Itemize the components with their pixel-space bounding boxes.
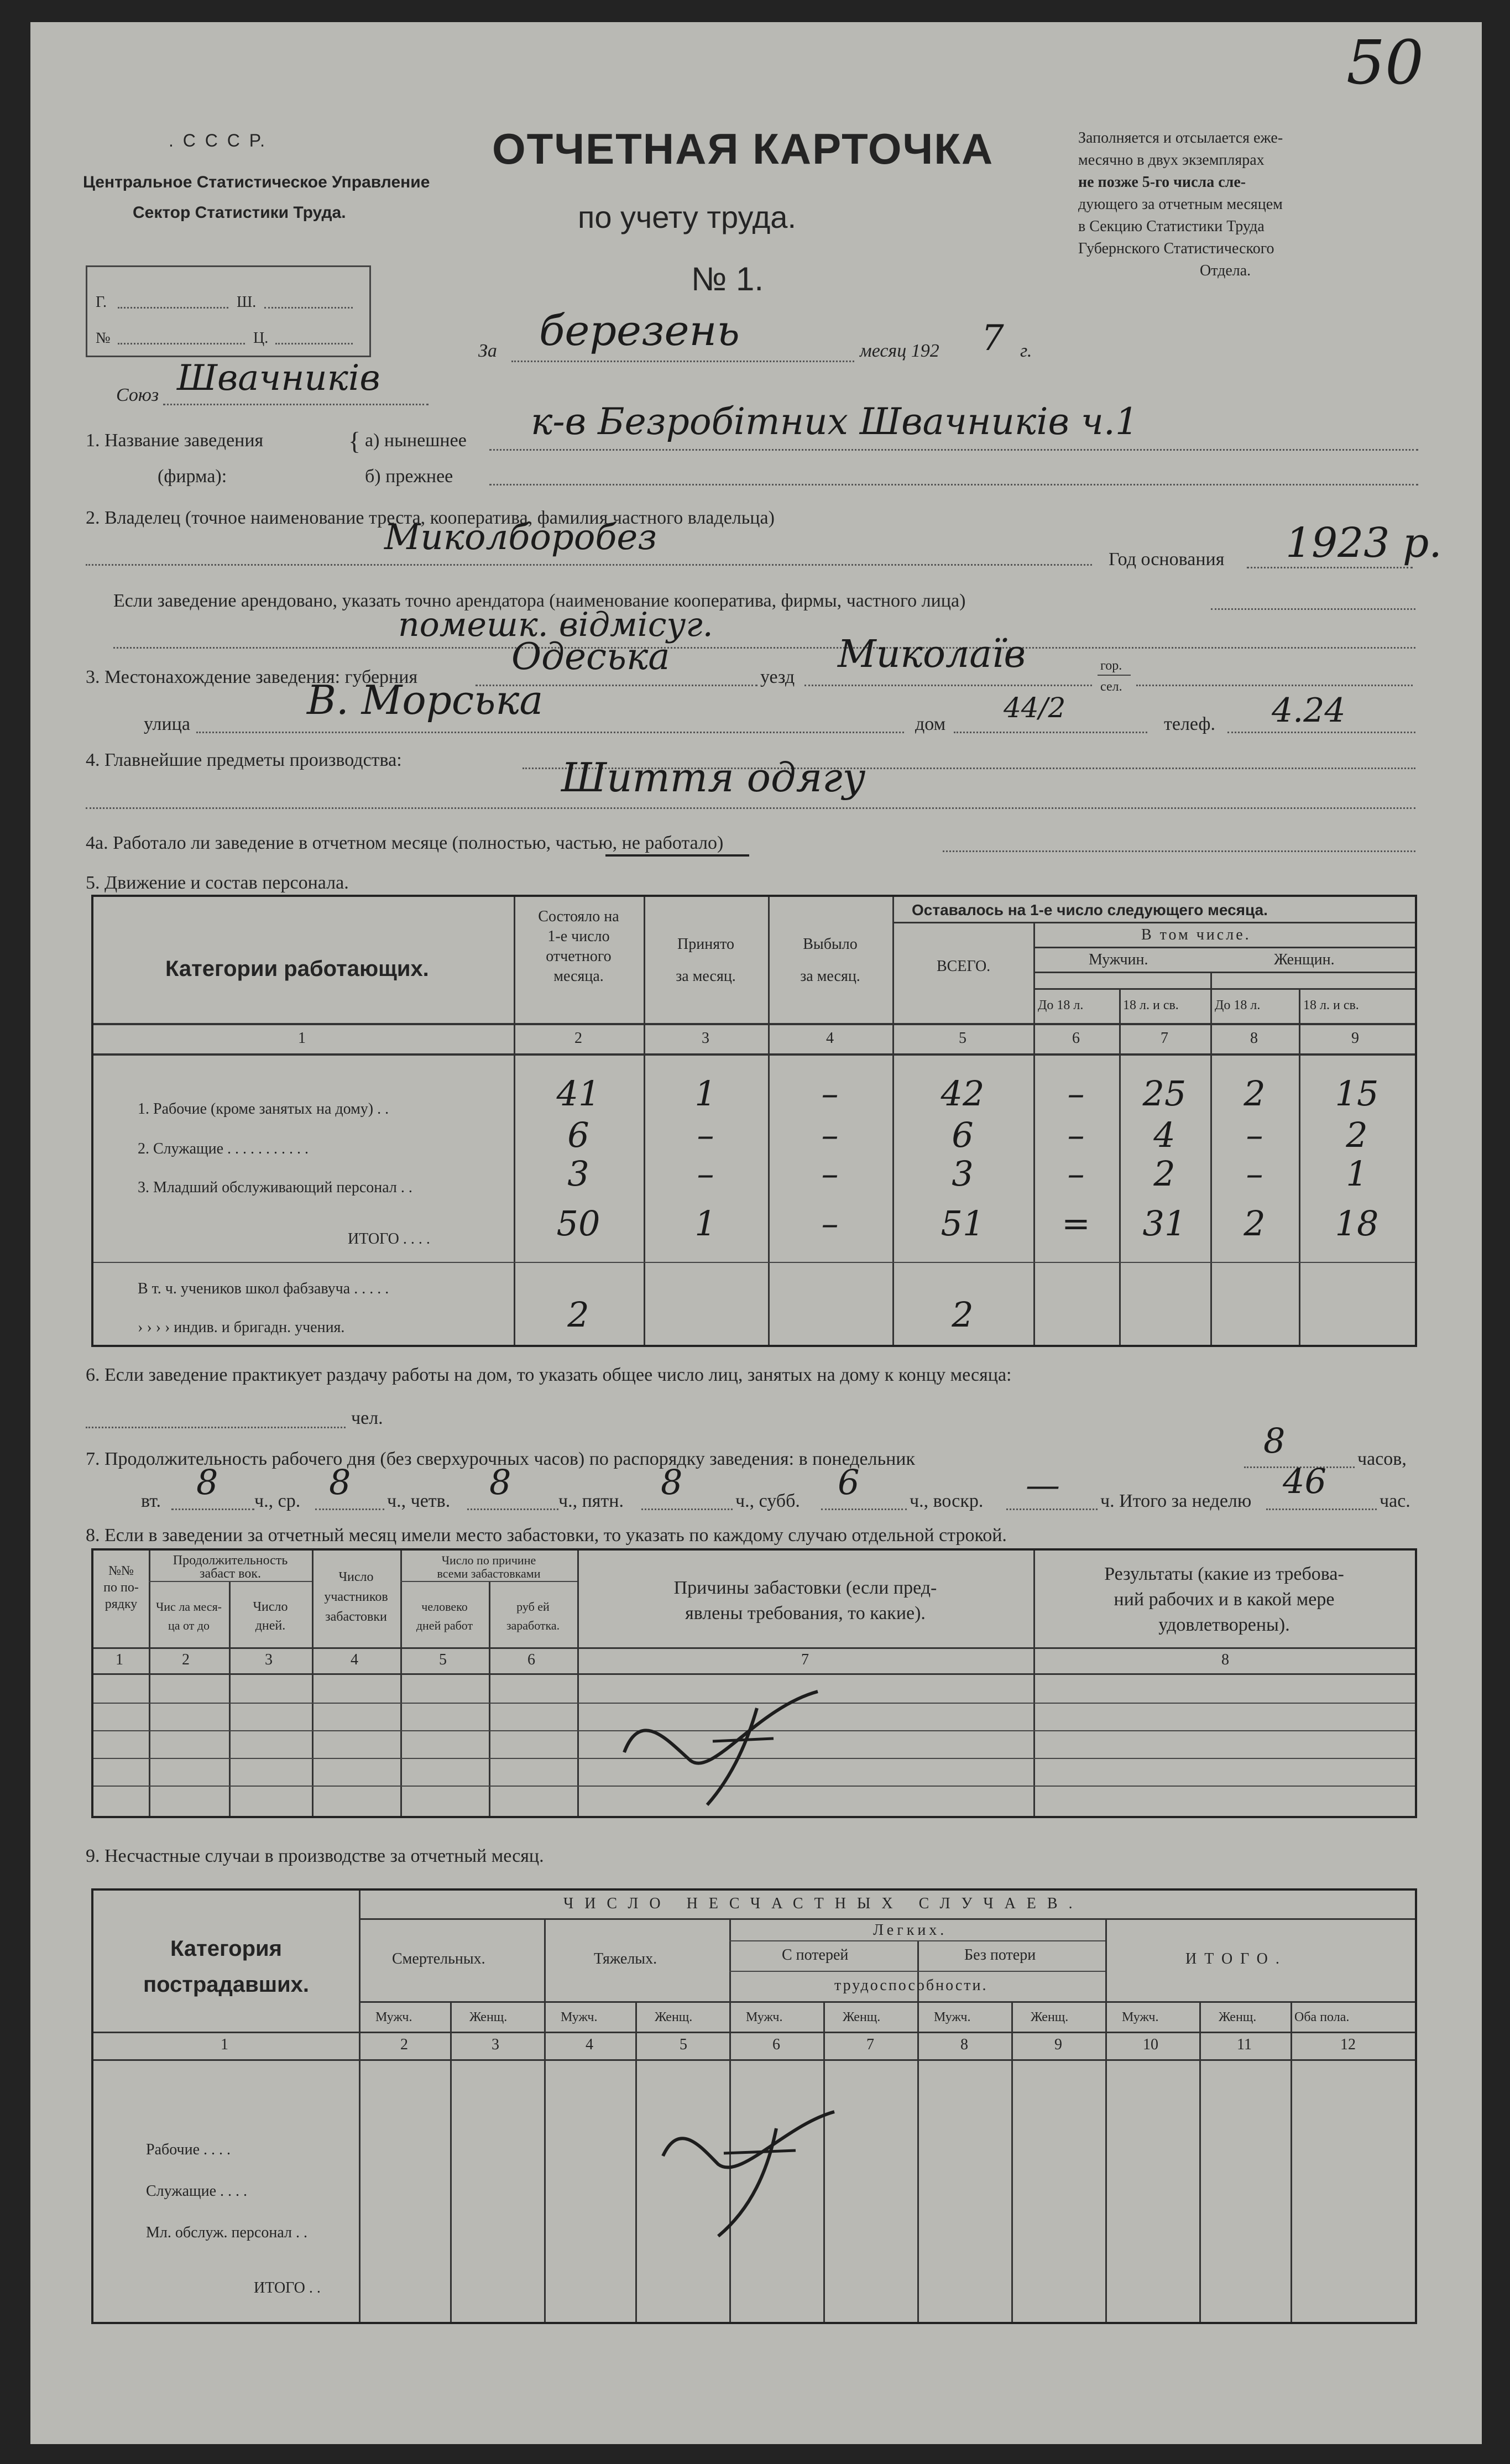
house-label: дом [915, 714, 946, 734]
monday-hours: 8 [1263, 1421, 1286, 1461]
table5-cell: 2 [1153, 1153, 1175, 1194]
accidents-table: Категория пострадавших. ЧИСЛО НЕСЧАСТНЫХ СЛУЧАЕВ. Смертельных. Тяжелых. Легких. С потерей Без потери трудоспособности. ИТОГО. Мужч. Женщ. Мужч. Женщ. Мужч. Женщ. Мужч. Женщ. Мужч. Женщ. Оба пола. 1 2 3 4 5 6 7 8 9 10 11 12 Рабочие . . . . Служащие . . . . Мл. обслуж. персонал . . ИТОГО . . [91, 1888, 1417, 2324]
remaining-header: Оставалось на 1-е число следующего месяца. [912, 901, 1268, 918]
sat-label: ч., субб. [735, 1491, 800, 1511]
uezd-label: уезд [760, 667, 795, 687]
table5-cell: 31 [1142, 1203, 1187, 1244]
personnel-table: Категории работающих. Состояло на 1-е число отчетного месяца. Принято за месяц. Выбыло за месяц. Оставалось на 1-е число следующего месяца. ВСЕГО. В том числе. Мужчин. Женщин. До 18 л. 18 л. и св. До 18 л. 18 л. и св. 1 2 3 4 5 6 7 8 9 1. Рабочие (кроме занятых на дому) . . 2. Служащие . . . . . . . . . . . 3. Младший обслуживающий персонал . . ИТОГО . . . . В т. ч. учеников школ фабзавуча . . . . . › › › › индив. и бригадн. учения. 41 1 – 42 – 25 2 15 6 – – 6 – 4 – 2 3 – – 3 – 2 – 1 50 1 – 51 = 31 2 18 2 2 [91, 895, 1417, 1347]
table5-cell: – [1067, 1115, 1085, 1155]
lease-label: Если заведение арендовано, указать точно арендатора (наименование кооператива, фирмы, частного лица) [113, 591, 966, 611]
box-g: Г. [96, 294, 107, 311]
row-junior-label: 3. Младший обслуживающий персонал . . [138, 1179, 412, 1196]
item1-brace: { [348, 427, 361, 455]
uezd-value: Миколаїв [838, 633, 1026, 676]
table5-cell: 41 [556, 1073, 600, 1114]
men-header: Мужчин. [1089, 951, 1148, 968]
item5-label: 5. Движение и состав персонала. [86, 873, 349, 893]
table5-cell: 50 [556, 1203, 600, 1244]
item1-b: б) прежнее [365, 466, 453, 487]
table5-cell: 2 [1346, 1115, 1368, 1155]
sat-hours: 6 [838, 1462, 860, 1502]
form-page [30, 22, 1482, 2444]
item1-a: а) нынешнее [365, 430, 467, 451]
instructions-note: Заполняется и отсылается еже- месячно в двух экземплярах не позже 5-го числа сле- дующего за отчетным месяцем в Секцию Статистики Труда Губернского Статистического Отдела. [1078, 129, 1283, 279]
acc-row-junior: Мл. обслуж. персонал . . [146, 2224, 307, 2241]
form-title: ОТЧЕТНАЯ КАРТОЧКА [492, 124, 994, 173]
table5-cell: – [1067, 1153, 1085, 1194]
table5-cell: – [821, 1115, 839, 1155]
row-workers-label: 1. Рабочие (кроме занятых на дому) . . [138, 1100, 389, 1118]
week-label: ч. Итого за неделю [1100, 1491, 1252, 1511]
box-ts: Ц. [253, 330, 269, 347]
total-header: ВСЕГО. [937, 958, 991, 975]
gubernia-value: Одеська [511, 635, 670, 678]
table5-cell: – [697, 1153, 714, 1194]
acc-row-workers: Рабочие . . . . [146, 2141, 231, 2158]
item1-value: к-в Безробітних Швачників ч.1 [531, 400, 1138, 443]
table5-cell: 1 [694, 1203, 717, 1244]
row-employees-label: 2. Служащие . . . . . . . . . . . [138, 1140, 309, 1157]
form-number: № 1. [691, 260, 764, 297]
item1-label: 1. Название заведения [86, 430, 264, 451]
thu-label: ч., четв. [387, 1491, 451, 1511]
table5-cell: 1 [1346, 1153, 1368, 1194]
table5-cell: 2 [1243, 1203, 1266, 1244]
item6-unit: чел. [351, 1408, 383, 1428]
phone-value: 4.24 [1272, 691, 1346, 730]
wed-hours: 8 [329, 1462, 351, 1502]
col-left: Выбыло за месяц. [800, 936, 860, 985]
week-hours: 46 [1283, 1461, 1326, 1501]
item3-label: 3. Местонахождение заведения: губерния [86, 667, 418, 687]
table5-cell: – [821, 1203, 839, 1244]
item4a-label: 4а. Работало ли заведение в отчетном месяце (полностью, частью, не работало) [86, 833, 724, 853]
acc-category-header: Категория пострадавших. [143, 1936, 310, 1997]
table5-cell: 42 [941, 1073, 985, 1114]
men-under18: До 18 л. [1038, 998, 1084, 1012]
women-header: Женщин. [1274, 951, 1335, 968]
year-suffix: г. [1020, 341, 1032, 361]
lease-value: помешк. відмісуг. [398, 605, 713, 644]
acc-with-loss: С потерей [782, 1946, 849, 1964]
street-value: В. Морська [307, 677, 544, 723]
strikes-table: №№ по по- рядку Продолжительность забаст вок. Чис ла меся- ца от до Число дней. Число участников забастовки Число по причине всеми забастовками человеко дней работ руб ей заработка. Причины забастовки (если пред- явлены требования, то какие). Результаты (какие из требова- ний рабочих и в какой мере удовлетворены). 1 2 3 4 5 6 7 8 [91, 1548, 1417, 1818]
col-hired: Принято за месяц. [676, 936, 736, 985]
crossout-mark [619, 1686, 829, 1813]
sun-hours: — [1026, 1465, 1060, 1505]
sel-label: сел. [1100, 680, 1122, 694]
street-label: улица [144, 714, 190, 734]
tue-hours: 8 [196, 1462, 218, 1502]
table5-cell: 1 [694, 1073, 717, 1114]
table5-cell: 2 [952, 1294, 974, 1335]
union-label: Союз [116, 385, 159, 405]
table5-cell: 51 [941, 1203, 985, 1244]
acc-count-header: ЧИСЛО НЕСЧАСТНЫХ СЛУЧАЕВ. [563, 1895, 1084, 1912]
acc-severe: Тяжелых. [594, 1950, 657, 1967]
table5-cell: 3 [567, 1153, 589, 1194]
acc-fatal: Смертельных. [392, 1950, 485, 1967]
men-over18: 18 л. и св. [1123, 998, 1179, 1012]
acc-without-loss: Без потери [964, 1946, 1036, 1964]
acc-row-employees: Служащие . . . . [146, 2183, 248, 2200]
item9-text: 9. Несчастные случаи в производстве за отчетный месяц. [86, 1846, 544, 1866]
item1-firm: (фирма): [158, 466, 227, 487]
table5-cell: – [821, 1073, 839, 1114]
table5-cell: – [697, 1115, 714, 1155]
row-total-label: ИТОГО . . . . [348, 1230, 430, 1247]
tue-label: вт. [141, 1491, 161, 1511]
year-value: 7 [981, 318, 1004, 359]
week-unit: час. [1380, 1491, 1410, 1511]
item7-text: 7. Продолжительность рабочего дня (без сверхурочных часов) по распорядку заведения: в понедельник [86, 1449, 915, 1469]
table5-cell: – [1067, 1073, 1085, 1114]
table5-cell: 2 [567, 1294, 589, 1335]
table5-cell: – [821, 1153, 839, 1194]
including-header: В том числе. [1141, 926, 1251, 943]
table5-cell: 4 [1153, 1115, 1175, 1155]
row-indiv-label: › › › › индив. и бригадн. учения. [138, 1319, 345, 1336]
item2-label: 2. Владелец (точное наименование треста, кооператива, фамилия частного владельца) [86, 508, 775, 528]
row-fzu-label: В т. ч. учеников школ фабзавуча . . . . . [138, 1280, 389, 1297]
sun-label: ч., воскр. [910, 1491, 984, 1511]
crossout-mark-2 [657, 2103, 840, 2242]
org-line1: Центральное Статистическое Управление [83, 173, 430, 191]
table5-cell: 2 [1243, 1073, 1266, 1114]
item4-label: 4. Главнейшие предметы производства: [86, 750, 402, 770]
period-value: березень [539, 306, 740, 355]
acc-capacity: трудоспособности. [834, 1977, 988, 1994]
table5-cell: – [1246, 1153, 1263, 1194]
wed-label: ч., ср. [254, 1491, 301, 1511]
item6-text: 6. Если заведение практикует раздачу работы на дом, то указать общее число лиц, занятых на дому к концу месяца: [86, 1365, 1012, 1385]
founded-label: Год основания [1109, 549, 1225, 570]
table5-cell: 6 [952, 1115, 974, 1155]
acc-row-total: ИТОГО . . [254, 2279, 321, 2296]
women-under18: До 18 л. [1215, 998, 1261, 1012]
col-start: Состояло на 1-е число отчетного месяца. [538, 908, 619, 985]
phone-label: телеф. [1164, 714, 1215, 734]
acc-light: Легких. [873, 1922, 948, 1939]
code-box [86, 265, 371, 357]
fri-hours: 8 [661, 1462, 683, 1502]
house-value: 44/2 [1004, 692, 1066, 724]
item4-value: Шиття одягу [561, 754, 866, 801]
table5-cell: 18 [1335, 1203, 1379, 1244]
table5-cell: = [1062, 1203, 1090, 1244]
table5-cell: 15 [1335, 1073, 1379, 1114]
item2-value: Миколборобез [384, 517, 657, 558]
table5-cell: – [1246, 1115, 1263, 1155]
hours-label: часов, [1357, 1449, 1407, 1469]
acc-total: ИТОГО. [1185, 1950, 1287, 1967]
box-no: № [96, 330, 111, 347]
month-label: месяц 192 [860, 341, 939, 361]
col-category: Категории работающих. [165, 957, 429, 981]
org-line2: Сектор Статистики Труда. [133, 203, 346, 222]
table5-cell: 3 [952, 1153, 974, 1194]
period-prefix: За [478, 341, 497, 361]
table5-cell: 6 [567, 1115, 589, 1155]
founded-value: 1923 р. [1286, 519, 1442, 567]
thu-hours: 8 [489, 1462, 511, 1502]
union-value: Швачників [177, 358, 380, 399]
ussr-label: . С С С Р. [169, 130, 267, 150]
item8-text: 8. Если в заведении за отчетный месяц имели место забастовки, то указать по каждому случаю отдельной строкой. [86, 1525, 1007, 1546]
table5-cell: 25 [1142, 1073, 1187, 1114]
women-over18: 18 л. и св. [1303, 998, 1359, 1012]
fri-label: ч., пятн. [558, 1491, 624, 1511]
page-number: 50 [1346, 27, 1424, 98]
box-sh: Ш. [237, 294, 257, 311]
form-subtitle: по учету труда. [578, 200, 797, 234]
gor-label: гор. [1100, 659, 1122, 673]
